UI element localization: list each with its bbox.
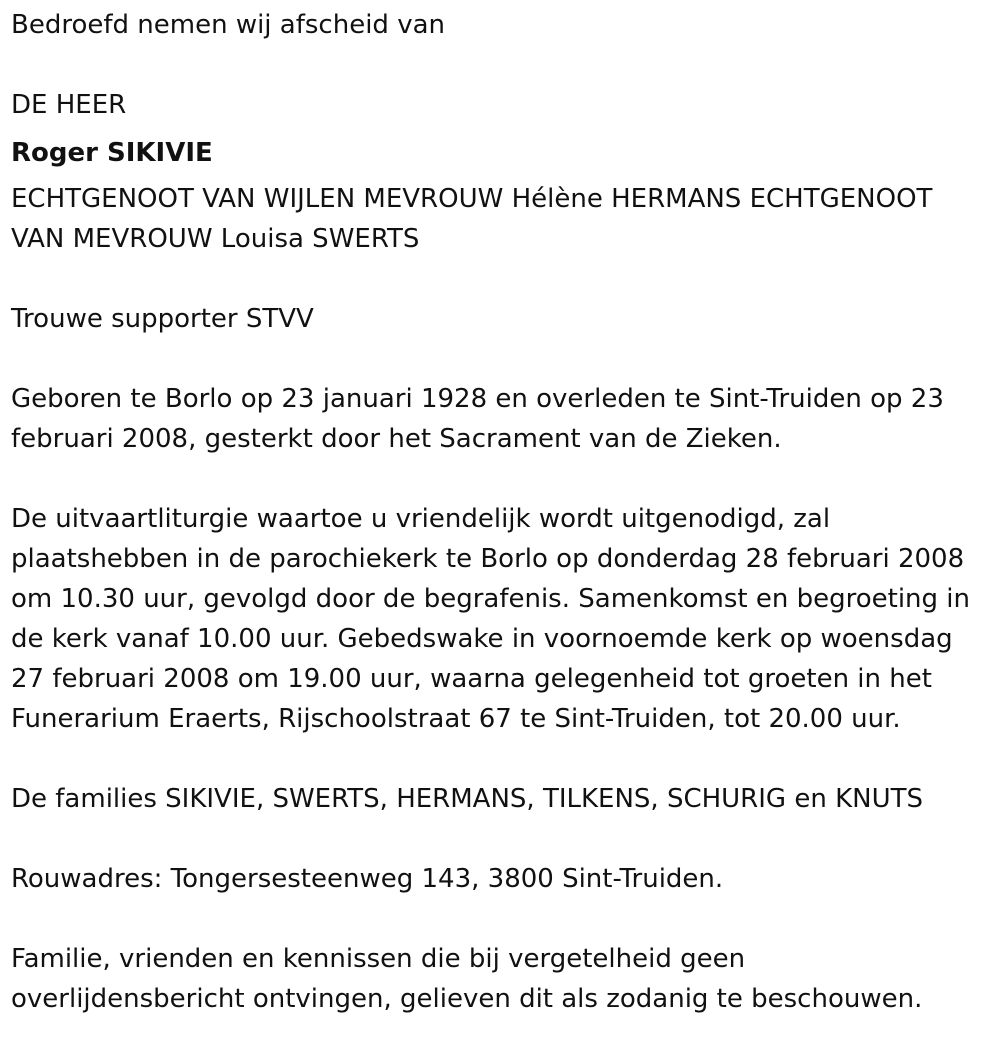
funeral-line: 27 februari 2008 om 19.00 uur, waarna gelegenheid tot groeten in het <box>11 664 932 694</box>
birth-death-line: februari 2008, gesterkt door het Sacrament van de Zieken. <box>11 424 782 454</box>
spacer <box>11 45 996 85</box>
spacer <box>11 819 996 859</box>
funeral-line: plaatshebben in de parochiekerk te Borlo op donderdag 28 februari 2008 <box>11 544 965 574</box>
closing-line: overlijdensbericht ontvingen, gelieven dit als zodanig te beschouwen. <box>11 984 923 1014</box>
families-text: De families SIKIVIE, SWERTS, HERMANS, TILKENS, SCHURIG en KNUTS <box>11 784 923 814</box>
funeral-line: de kerk vanaf 10.00 uur. Gebedswake in voornoemde kerk op woensdag <box>11 624 953 654</box>
deceased-name: Roger SIKIVIE <box>11 138 213 168</box>
funeral-paragraph <box>11 499 996 739</box>
spacer <box>11 899 996 939</box>
spacer <box>11 739 996 779</box>
spouses-paragraph <box>11 179 996 259</box>
honorific-title: DE HEER <box>11 90 127 120</box>
birth-death-paragraph <box>11 379 996 459</box>
funeral-line: om 10.30 uur, gevolgd door de begrafenis. Samenkomst en begroeting in <box>11 584 970 614</box>
address-text: Rouwadres: Tongersesteenweg 143, 3800 Sint-Truiden. <box>11 864 724 894</box>
funeral-line: Funerarium Eraerts, Rijschoolstraat 67 te Sint-Truiden, tot 20.00 uur. <box>11 704 901 734</box>
intro-text: Bedroefd nemen wij afscheid van <box>11 10 445 40</box>
spouses-line: VAN MEVROUW Louisa SWERTS <box>11 224 420 254</box>
obituary-notice <box>11 5 996 1019</box>
spacer <box>11 459 996 499</box>
closing-line: Familie, vrienden en kennissen die bij vergetelheid geen <box>11 944 746 974</box>
funeral-line: De uitvaartliturgie waartoe u vriendelijk wordt uitgenodigd, zal <box>11 504 831 534</box>
spouses-line: ECHTGENOOT VAN WIJLEN MEVROUW Hélène HERMANS ECHTGENOOT <box>11 184 933 214</box>
birth-death-line: Geboren te Borlo op 23 januari 1928 en overleden te Sint-Truiden op 23 <box>11 384 944 414</box>
spacer <box>11 339 996 379</box>
closing-paragraph <box>11 939 996 1019</box>
spacer <box>11 259 996 299</box>
supporter-text: Trouwe supporter STVV <box>11 304 314 334</box>
